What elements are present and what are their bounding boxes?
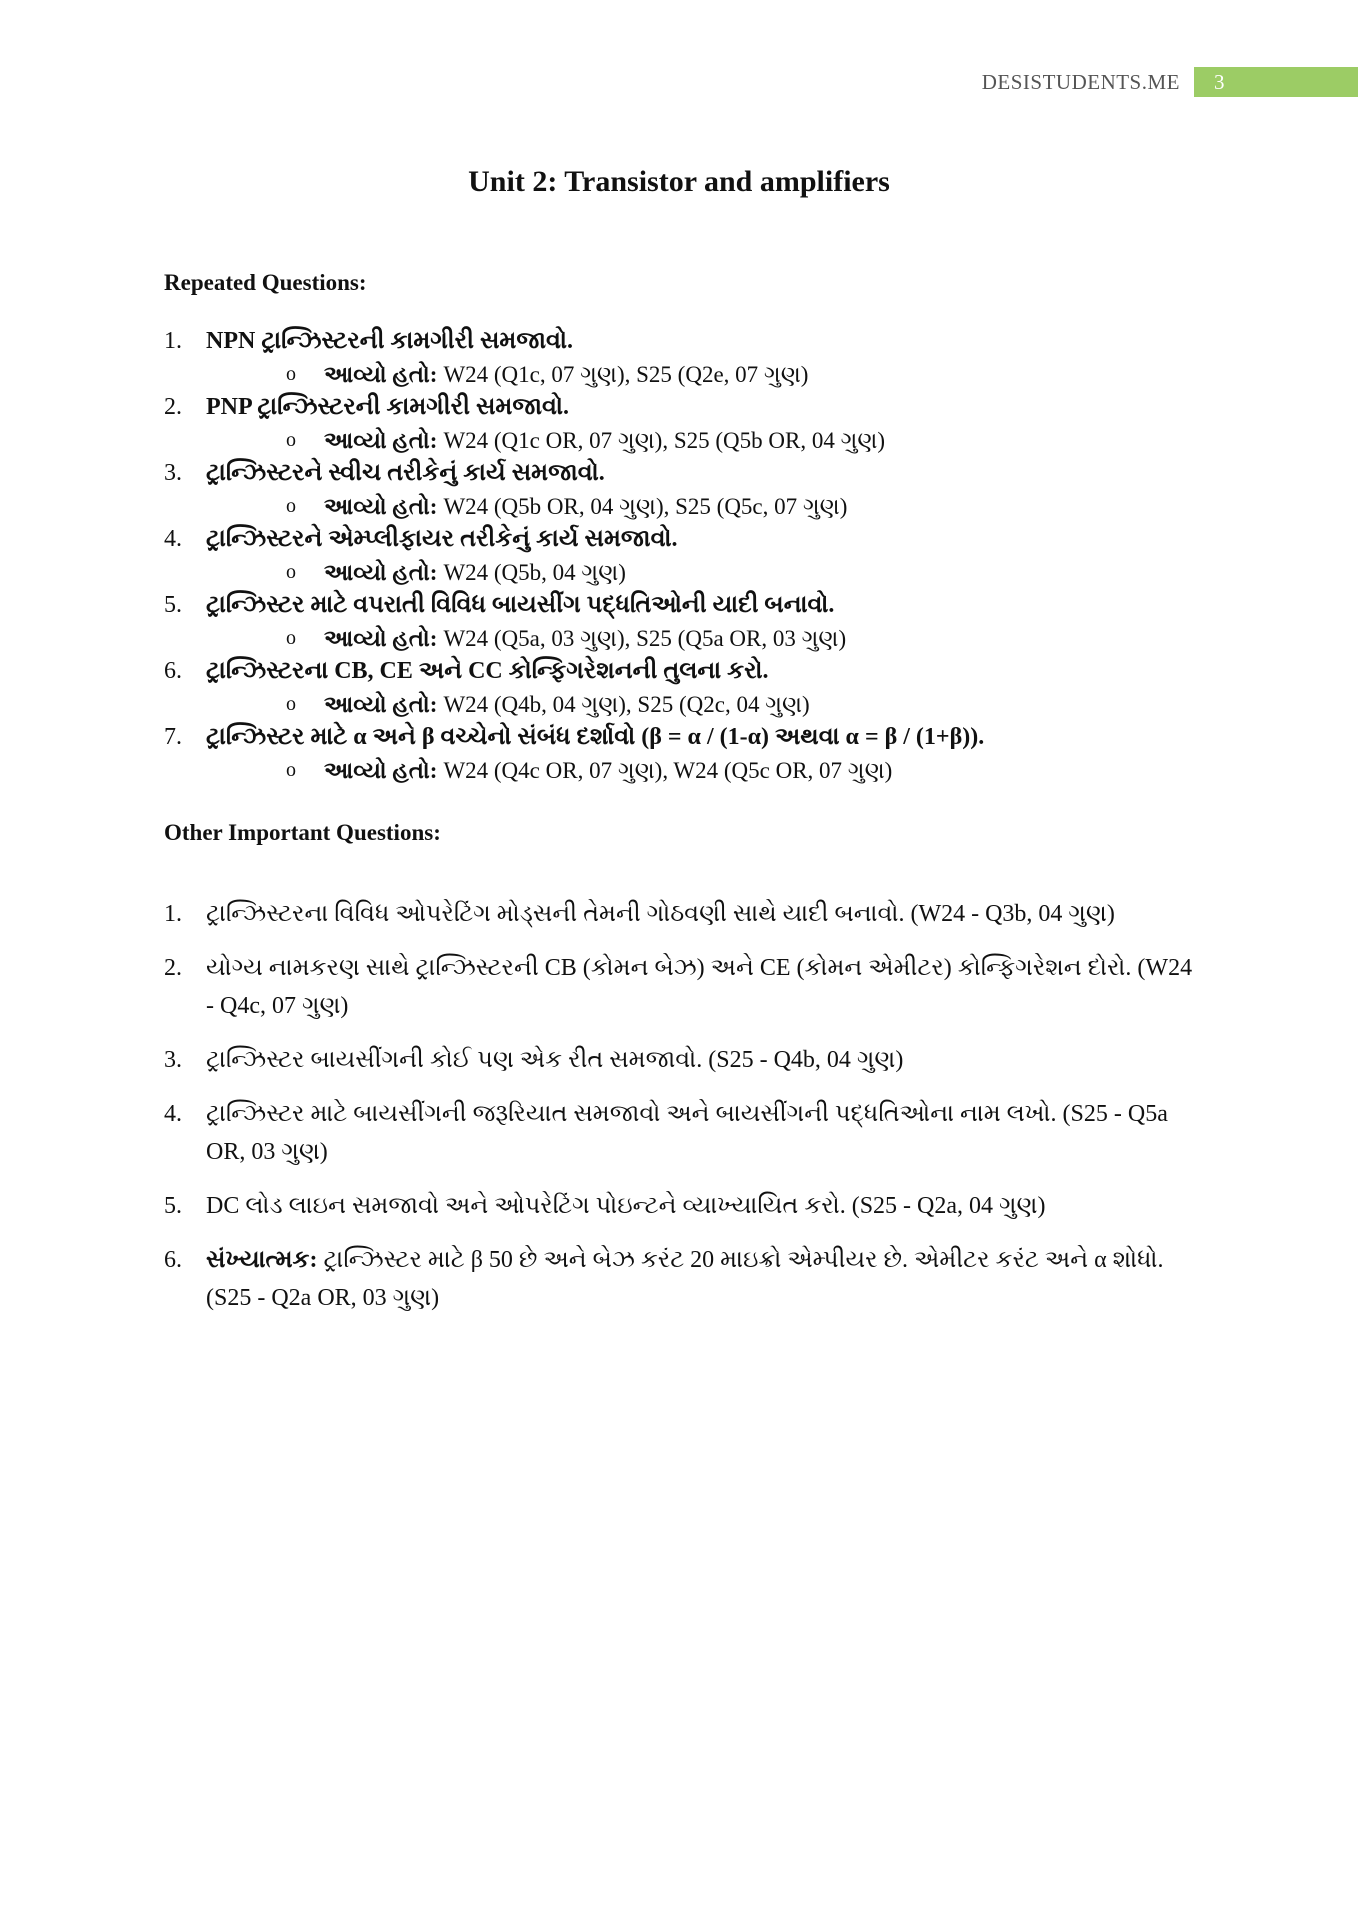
asked-detail: W24 (Q5b OR, 04 ગુણ), S25 (Q5c, 07 ગુણ): [443, 494, 848, 519]
item-number: 6.: [164, 658, 182, 684]
question-prefix: સંખ્યાત્મક:: [206, 1247, 318, 1273]
other-question-item: [164, 1041, 1204, 1079]
item-number: 1.: [164, 901, 182, 927]
other-question-item: [164, 949, 1204, 1025]
other-questions-list: [164, 895, 1204, 1333]
asked-label: આવ્યો હતો:: [324, 494, 438, 519]
question-text: ટ્રાન્ઝિસ્ટરના CB, CE અને CC કોન્ફિગરેશનની તુલના કરો.: [206, 658, 769, 684]
item-number: 2.: [164, 394, 182, 420]
question-text: ટ્રાન્ઝિસ્ટર માટે α અને β વચ્ચેનો સંબંધ દર્શાવો (β = α / (1-α) અથવા α = β / (1+β)).: [206, 724, 985, 750]
repeated-question-item: [164, 523, 1224, 589]
repeated-question-item: [164, 457, 1224, 523]
bullet-icon: o: [286, 495, 296, 517]
item-number: 5.: [164, 592, 182, 618]
asked-label: આવ્યો હતો:: [324, 428, 438, 453]
bullet-icon: o: [286, 363, 296, 385]
site-name: DESISTUDENTS.ME: [981, 69, 1180, 94]
repeated-question-item: [164, 391, 1224, 457]
question-body: ટ્રાન્ઝિસ્ટર માટે β 50 છે અને બેઝ કરંટ 20 માઇક્રો એમ્પીયર છે. એમીટર કરંટ અને α શોધો. (S25 - Q2a OR, 03 ગુણ): [206, 1247, 1164, 1311]
question-text: યોગ્ય નામકરણ સાથે ટ્રાન્ઝિસ્ટરની CB (કોમન બેઝ) અને CE (કોમન એમીટર) કોન્ફિગરેશન દોરો. (W24 - Q4c, 07 ગુણ): [206, 955, 1193, 1019]
repeated-questions-heading: Repeated Questions:: [164, 270, 367, 295]
item-number: 2.: [164, 955, 182, 981]
item-number: 6.: [164, 1247, 182, 1273]
asked-detail: W24 (Q1c OR, 07 ગુણ), S25 (Q5b OR, 04 ગુણ): [443, 428, 886, 453]
asked-detail: W24 (Q4c OR, 07 ગુણ), W24 (Q5c OR, 07 ગુણ): [443, 758, 893, 783]
asked-detail: W24 (Q5a, 03 ગુણ), S25 (Q5a OR, 03 ગુણ): [443, 626, 847, 651]
question-text: ટ્રાન્ઝિસ્ટરને સ્વીચ તરીકેનું કાર્ય સમજાવો.: [206, 460, 605, 486]
page-number-badge: 3: [1194, 67, 1358, 97]
question-text: ટ્રાન્ઝિસ્ટર માટે વપરાતી વિવિધ બાયસીંગ પદ્ધતિઓની યાદી બનાવો.: [206, 592, 835, 618]
asked-label: આવ્યો હતો:: [324, 692, 438, 717]
repeated-question-item: [164, 655, 1224, 721]
bullet-icon: o: [286, 627, 296, 649]
question-text: ટ્રાન્ઝિસ્ટર માટે બાયસીંગની જરૂરિયાત સમજાવો અને બાયસીંગની પદ્ધતિઓના નામ લખો. (S25 - Q5a OR, 03 ગુણ): [206, 1101, 1168, 1165]
bullet-icon: o: [286, 429, 296, 451]
question-text: ટ્રાન્ઝિસ્ટરને એમ્પ્લીફાયર તરીકેનું કાર્ય સમજાવો.: [206, 526, 678, 552]
asked-detail: W24 (Q4b, 04 ગુણ), S25 (Q2c, 04 ગુણ): [443, 692, 810, 717]
repeated-question-item: [164, 589, 1224, 655]
repeated-questions-list: [164, 325, 1224, 787]
other-question-item: [164, 1095, 1204, 1171]
other-question-item: [164, 1187, 1204, 1225]
question-text: DC લોડ લાઇન સમજાવો અને ઓપરેટિંગ પોઇન્ટને વ્યાખ્યાયિત કરો. (S25 - Q2a, 04 ગુણ): [206, 1193, 1046, 1219]
question-text: [206, 1241, 1204, 1317]
asked-label: આવ્યો હતો:: [324, 362, 438, 387]
asked-label: આવ્યો હતો:: [324, 626, 438, 651]
item-number: 3.: [164, 1047, 182, 1073]
item-number: 4.: [164, 1101, 182, 1127]
asked-detail: W24 (Q1c, 07 ગુણ), S25 (Q2e, 07 ગુણ): [443, 362, 809, 387]
item-number: 7.: [164, 724, 182, 750]
question-text: ટ્રાન્ઝિસ્ટર બાયસીંગની કોઈ પણ એક રીત સમજાવો. (S25 - Q4b, 04 ગુણ): [206, 1047, 904, 1073]
item-number: 1.: [164, 328, 182, 354]
page-header: [982, 66, 1358, 98]
item-number: 4.: [164, 526, 182, 552]
item-number: 3.: [164, 460, 182, 486]
other-question-item: [164, 895, 1204, 933]
bullet-icon: o: [286, 561, 296, 583]
repeated-question-item: [164, 721, 1224, 787]
asked-label: આવ્યો હતો:: [324, 758, 438, 783]
bullet-icon: o: [286, 759, 296, 781]
asked-label: આવ્યો હતો:: [324, 560, 438, 585]
question-text: PNP ટ્રાન્ઝિસ્ટરની કામગીરી સમજાવો.: [206, 394, 569, 420]
repeated-question-item: [164, 325, 1224, 391]
question-text: ટ્રાન્ઝિસ્ટરના વિવિધ ઓપરેટિંગ મોડ્સની તેમની ગોઠવણી સાથે યાદી બનાવો. (W24 - Q3b, 04 ગુણ): [206, 901, 1115, 927]
other-questions-heading: Other Important Questions:: [164, 820, 441, 845]
other-question-item: [164, 1241, 1204, 1317]
page-title: Unit 2: Transistor and amplifiers: [468, 165, 890, 198]
bullet-icon: o: [286, 693, 296, 715]
item-number: 5.: [164, 1193, 182, 1219]
question-text: NPN ટ્રાન્ઝિસ્ટરની કામગીરી સમજાવો.: [206, 328, 573, 354]
asked-detail: W24 (Q5b, 04 ગુણ): [443, 560, 626, 585]
